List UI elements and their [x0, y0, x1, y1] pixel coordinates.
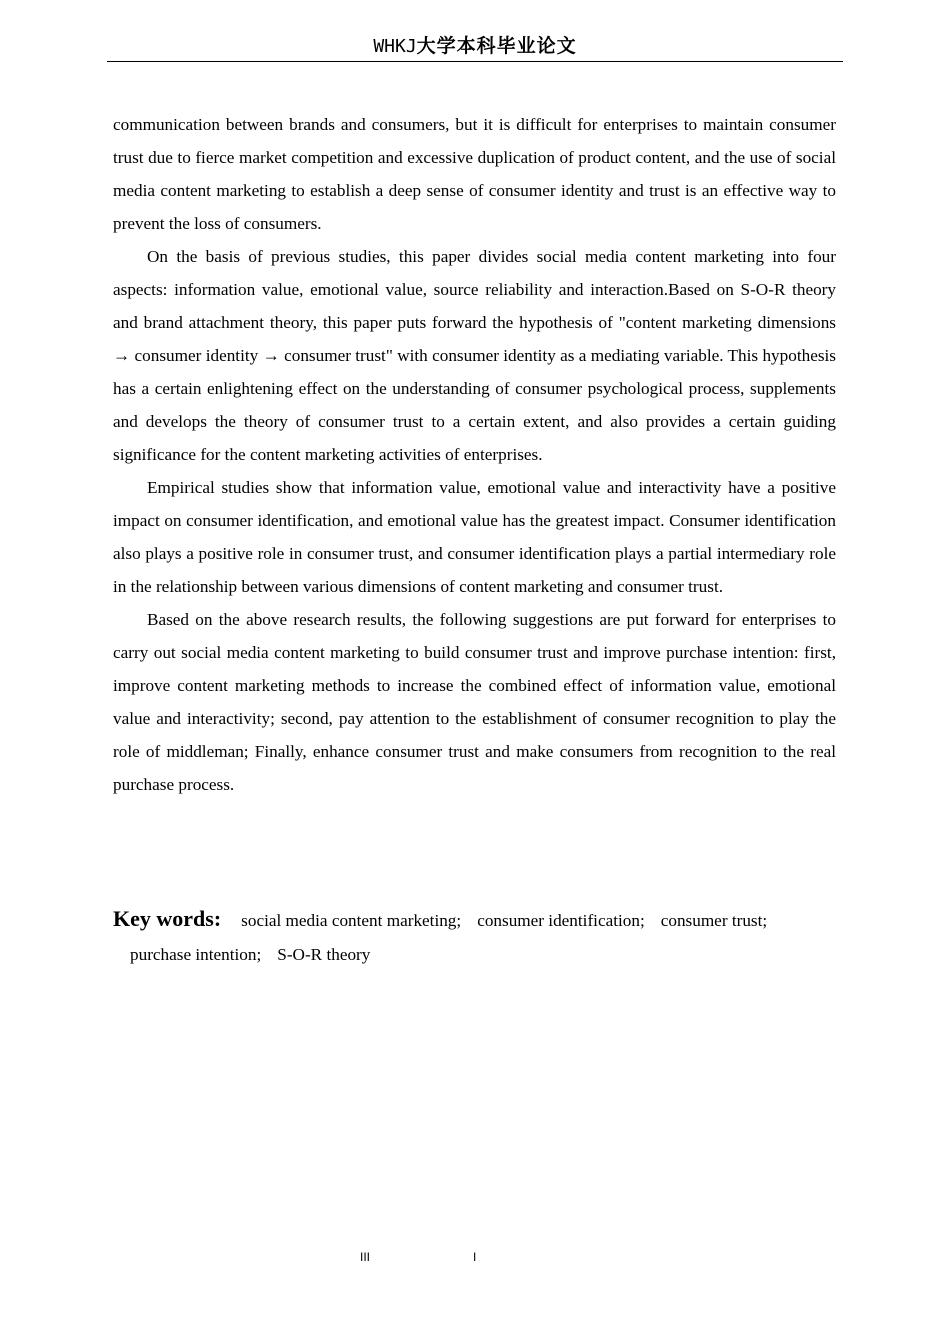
header-latin: WHKJ [373, 36, 417, 57]
keyword: social media content marketing; [241, 911, 462, 930]
keyword: S-O-R theory [277, 945, 371, 964]
paragraph-continuation: communication between brands and consumers, but it is difficult for enterprises to maintain consumer trust due to fierce market competition and excessive duplication of product content, and the use of social media content marketing to establish a deep sense of consumer identity and trust is an effective way to prevent the loss of consumers. [113, 115, 836, 233]
paragraph: Based on the above research results, the following suggestions are put forward for enterprises to carry out social media content marketing to build consumer trust and improve purchase intention: first, improve content marketing methods to increase the combined effect of information value, emotional value and interactivity; second, pay attention to the establishment of consumer recognition to play the role of middleman; Finally, enhance consumer trust and make consumers from recognition to the real purchase process. [113, 610, 836, 794]
page-header [107, 32, 843, 61]
keywords-block [113, 902, 843, 972]
keyword: purchase intention; [130, 945, 262, 964]
page-marker: I [473, 1250, 477, 1264]
keyword: consumer identification; [477, 911, 645, 930]
paragraph: On the basis of previous studies, this paper divides social media content marketing into four aspects: information value, emotional value, source reliability and interaction.Based on S-O-R theory and brand attachment theory, this paper puts forward the hypothesis of "content marketing dimensions → consumer identity → consumer trust" with consumer identity as a mediating variable. This hypothesis has a certain enlightening effect on the understanding of consumer psychological process, supplements and develops the theory of consumer trust to a certain extent, and also provides a certain guiding significance for the content marketing activities of enterprises. [113, 247, 836, 464]
keyword: consumer trust; [660, 911, 768, 930]
abstract-body [113, 108, 836, 801]
header-rule [107, 61, 843, 62]
keywords-label: Key words: [113, 906, 222, 931]
header-title: 大学本科毕业论文 [416, 35, 577, 57]
page-number: III [360, 1250, 371, 1264]
paragraph: Empirical studies show that information value, emotional value and interactivity have a positive impact on consumer identification, and emotional value has the greatest impact. Consumer identification also plays a positive role in consumer trust, and consumer identification plays a partial intermediary role in the relationship between various dimensions of content marketing and consumer trust. [113, 478, 836, 596]
